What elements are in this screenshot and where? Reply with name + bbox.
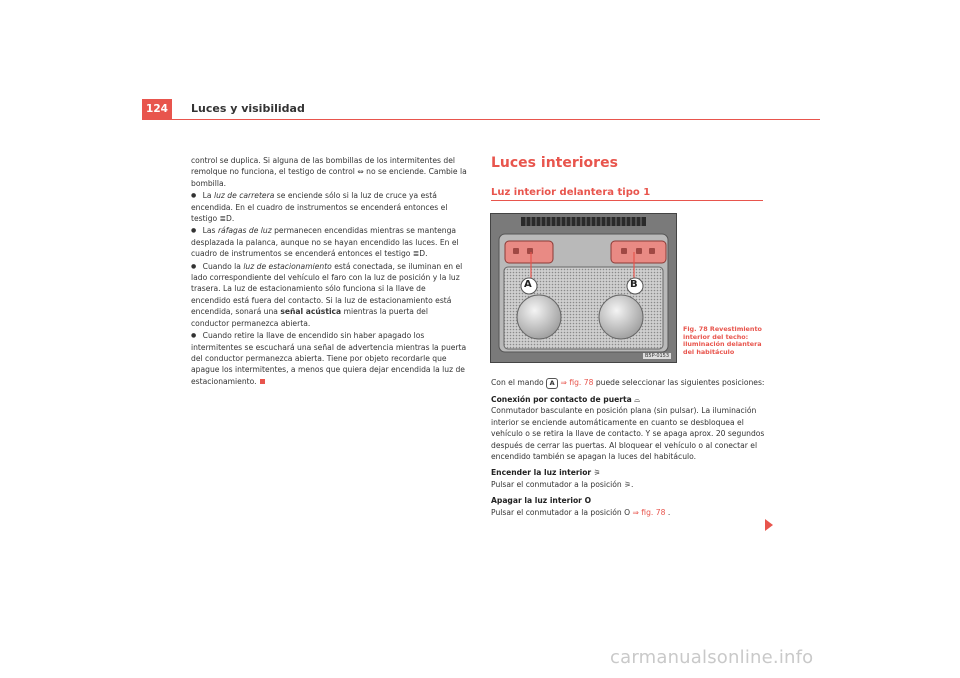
paragraph-trailer-indicator: control se duplica. Si alguna de las bombillas de los intermitentes del remolque no funciona, el testigo de control ⇔ no se enciende. Cambie la bombilla. [191,156,467,188]
figure-label-a: A [524,279,532,290]
bullet-flash: ● Las ráfagas de luz permanecen encendidas mientras se mantenga desplazada la palanca, aunque no se hayan encendido las luces. En el cuadro de instrumentos se encenderá entonces el testigo ≣D. [191,225,467,259]
figure-reference-link[interactable]: ⇒ fig. 78 [632,507,666,517]
ceiling-light-illustration [491,214,676,362]
bullet-hazard-warning: ● Cuando retire la llave de encendido sin haber apagado los intermitentes se escuchará una señal de advertencia mientras la puerta del conductor permanezca abierta. Tiene por objeto recordarle que apague los intermitentes, a menos que quiera dejar encendida la luz de estacionamiento. [191,330,467,387]
control-a-marker: A [546,378,558,389]
bullet-parking-light: ● Cuando la luz de estacionamiento está conectada, se iluminan en el lado correspondiente del vehículo el faro con la luz de posición y la luz trasera. La luz de estacionamiento sólo funciona si la llave de encendido está fuera del contacto. Si la luz de estacionamiento está encendida, sonará una señal acústica mientras la puerta del conductor permanezca abierta. [191,261,467,329]
figure-code: B5P-0153 [645,353,670,359]
section-turn-off: Apagar la luz interior O Pulsar el conmutador a la posición O ⇒ fig. 78 . [491,496,671,517]
heading-interior-lights: Luces interiores [491,155,618,171]
figure-label-b: B [630,279,638,290]
high-beam-icon: ≣D [412,249,426,259]
footer-watermark: carmanualsonline.info [610,647,814,668]
interior-light-icon: ⚞ [593,468,601,478]
header-rule [142,119,820,120]
section-turn-on: Encender la luz interior ⚞ Pulsar el conmutador a la posición ⚞. [491,468,634,489]
end-of-section-marker [260,379,265,384]
section-door-contact: Conexión por contacto de puerta ⌓ Conmutador basculante en posición plana (sin pulsar). La iluminación interior se enciende automáticamente en cuanto se desbloquea el vehículo o se retira la llave de contacto. Y se apaga aprox. 20 segundos después de cerrar las puertas. Al bloquear el vehículo o al conectar el encendido también se apagan la luces del habitáculo. [491,395,765,462]
heading-front-light-type1: Luz interior delantera tipo 1 [491,187,651,198]
high-beam-icon: ≣D [219,214,232,224]
turn-signal-icon: ⇔ [357,167,364,177]
section-title: Luces y visibilidad [191,102,305,115]
figure-caption: Fig. 78 Revestimiento interior del techo: iluminación delantera del habitáculo [683,325,762,356]
continue-arrow-icon [765,519,773,531]
subheading-rule [491,200,763,201]
page-number: 124 [142,99,172,119]
interior-light-icon: ⚞ [624,479,631,489]
intro-paragraph: Con el mando A ⇒ fig. 78 puede seleccionar las siguientes posiciones: [491,378,765,387]
bullet-high-beam: ● La luz de carretera se enciende sólo si la luz de cruce ya está encendida. En el cuadro de instrumentos se encenderá entonces el testigo ≣D. [191,190,467,224]
figure-78-ceiling-light [490,213,677,363]
right-column [491,377,767,523]
door-contact-icon: ⌓ [634,395,641,404]
left-column [191,155,467,388]
figure-reference-link[interactable]: ⇒ fig. 78 [560,378,594,387]
